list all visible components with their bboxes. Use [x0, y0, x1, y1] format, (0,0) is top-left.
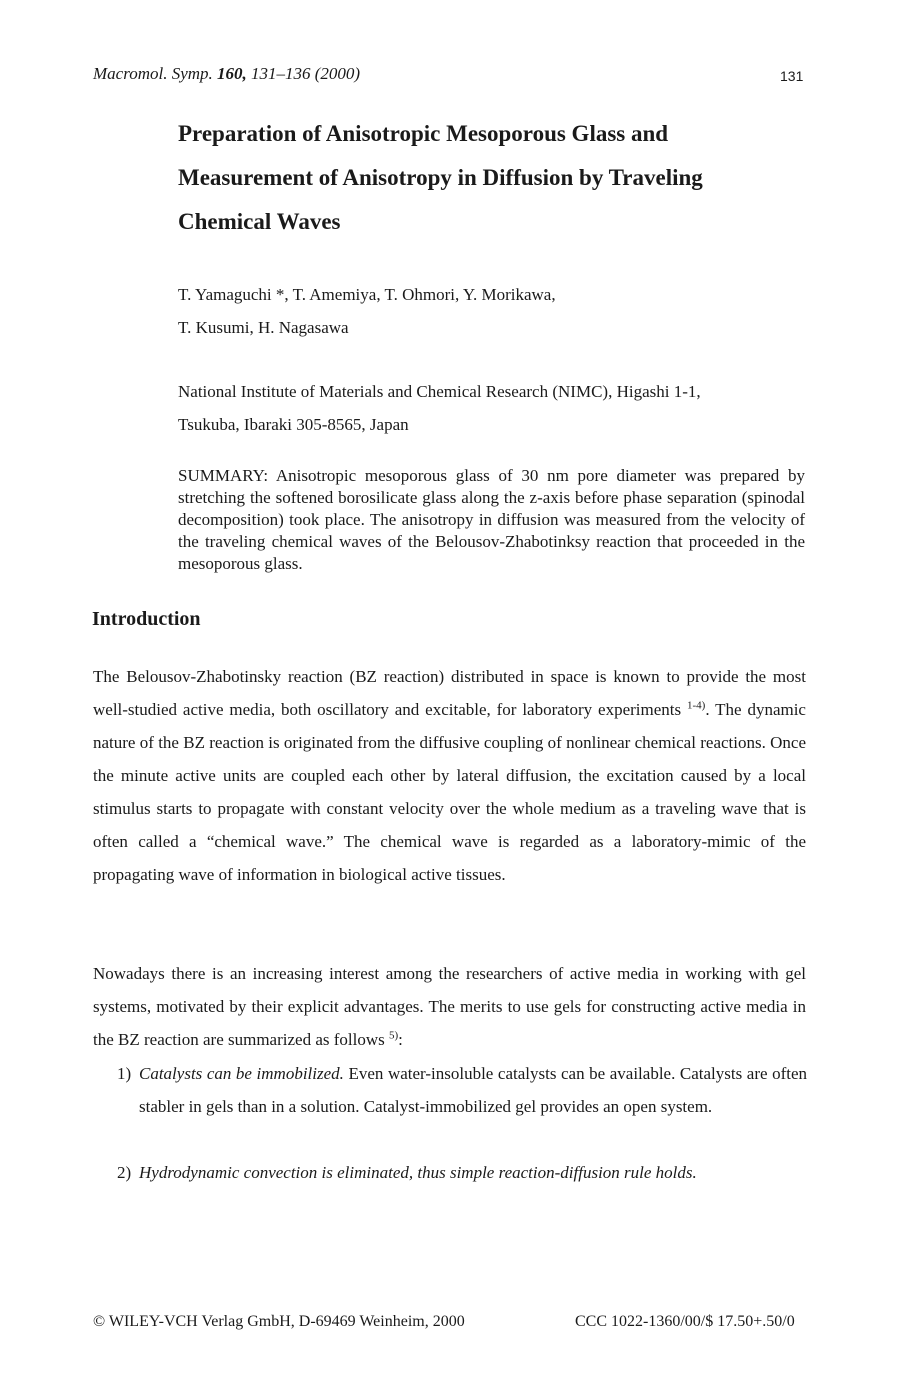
journal-volume: 160,	[217, 64, 247, 83]
author-line: T. Yamaguchi *, T. Amemiya, T. Ohmori, Y. Morikawa,	[178, 285, 556, 304]
intro-paragraph-2	[93, 957, 806, 1056]
title-line: Chemical Waves	[178, 209, 341, 234]
title-line: Preparation of Anisotropic Mesoporous Glass and	[178, 121, 669, 146]
list-item-emphasis: Hydrodynamic convection is eliminated, thus simple reaction-diffusion rule holds.	[139, 1163, 697, 1182]
list-number: 1)	[117, 1064, 132, 1083]
affiliation-line: Tsukuba, Ibaraki 305-8565, Japan	[178, 415, 409, 434]
reference-citation: 1-4)	[687, 699, 706, 712]
list-item-emphasis: Catalysts can be immobilized.	[139, 1064, 344, 1083]
footer-code: CCC 1022-1360/00/$ 17.50+.50/0	[575, 1313, 795, 1330]
reference-citation: 5)	[388, 1029, 399, 1042]
intro-paragraph-1	[93, 660, 806, 891]
journal-name: Macromol. Symp.	[93, 64, 218, 83]
paragraph-text: :	[398, 1030, 403, 1049]
title-line: Measurement of Anisotropy in Diffusion by Traveling	[178, 165, 703, 190]
affiliation	[178, 375, 818, 441]
list-item-body	[139, 1057, 807, 1123]
affiliation-line: National Institute of Materials and Chemical Research (NIMC), Higashi 1-1,	[178, 382, 701, 401]
list-item-body	[139, 1156, 807, 1189]
summary-abstract: SUMMARY: Anisotropic mesoporous glass of 30 nm pore diameter was prepared by stretching the softened borosilicate glass along the z-axis before phase separation (spinodal decomposition) took place. The anisotropy in diffusion was measured from the velocity of the traveling chemical waves of the Belousov-Zhabotinksy reaction that proceeded in the mesoporous glass.	[178, 466, 805, 573]
list-item-text: Even water-insoluble catalysts can be available. Catalysts are often stabler in gels than in a solution. Catalyst-immobilized gel provides an open system.	[139, 1064, 808, 1116]
merits-list	[117, 1057, 807, 1123]
page-number: 131	[780, 68, 804, 84]
author-list	[178, 278, 818, 344]
list-item	[117, 1057, 807, 1123]
journal-citation	[93, 64, 360, 84]
journal-pages-year: 131–136 (2000)	[246, 64, 361, 83]
paragraph-text: Nowadays there is an increasing interest among the researchers of active media in working with gel systems, motivated by their explicit advantages. The merits to use gels for constructing active media in the BZ reaction are summarized as follows	[93, 964, 806, 1049]
list-item	[117, 1156, 807, 1189]
merits-list	[117, 1156, 807, 1189]
footer-copyright: © WILEY-VCH Verlag GmbH, D-69469 Weinheim, 2000	[93, 1313, 465, 1330]
paper-title	[178, 112, 818, 244]
list-number: 2)	[117, 1163, 132, 1182]
section-heading-introduction: Introduction	[92, 608, 201, 630]
paragraph-text: The Belousov-Zhabotinsky reaction (BZ reaction) distributed in space is known to provide the most well-studied active media, both oscillatory and excitable, for laboratory experiments	[93, 667, 806, 719]
author-line: T. Kusumi, H. Nagasawa	[178, 318, 349, 337]
paragraph-text: . The dynamic nature of the BZ reaction is originated from the diffusive coupling of nonlinear chemical reactions. Once the minute active units are coupled each other by lateral diffusion, the excitation caused by a local stimulus starts to propagate with constant velocity over the whole medium as a traveling wave that is often called a “chemical wave.” The chemical wave is regarded as a laboratory-mimic of the propagating wave of information in biological active tissues.	[93, 700, 806, 884]
